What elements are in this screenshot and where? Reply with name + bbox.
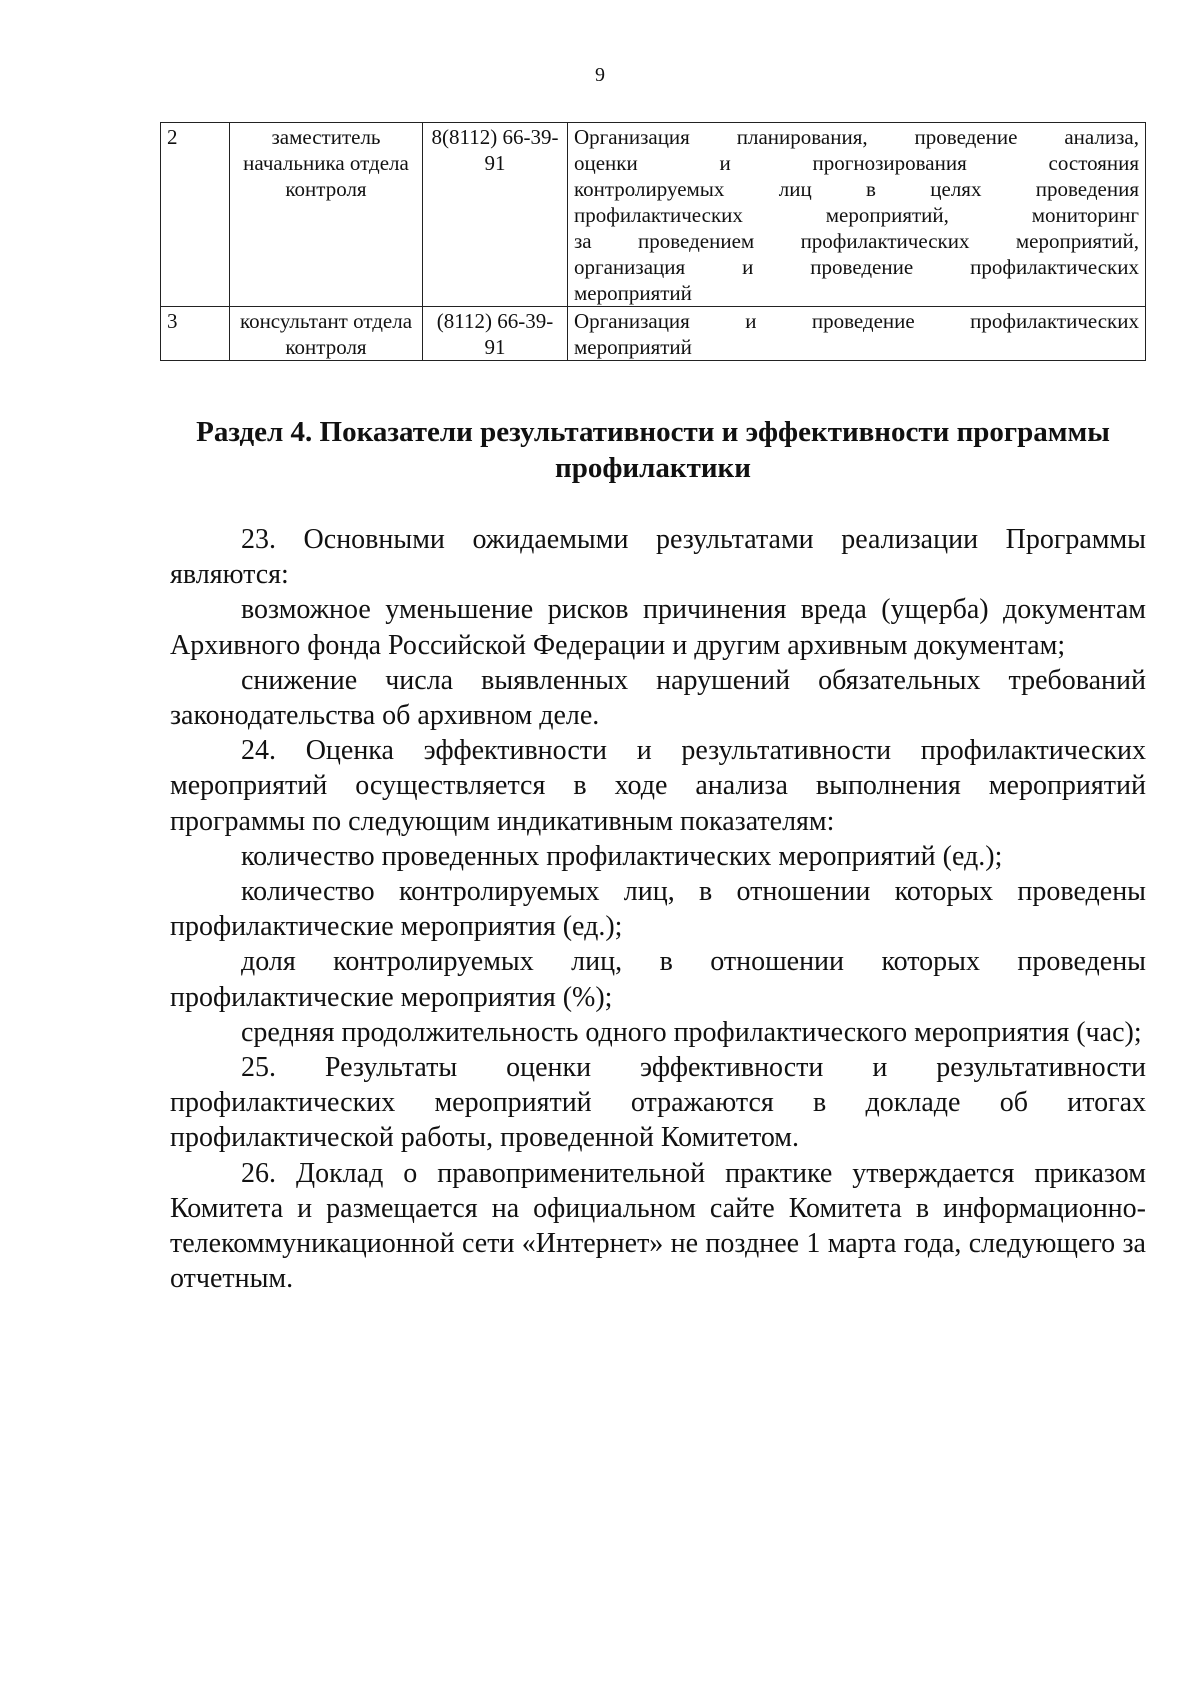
paragraph: доля контролируемых лиц, в отношении которых проведены профилактические мероприятия (%);	[170, 946, 1146, 1013]
section-title: Раздел 4. Показатели результативности и эффективности программы профилактики	[196, 416, 1110, 484]
paragraph: снижение числа выявленных нарушений обязательных требований законодательства об архивном деле.	[170, 664, 1146, 732]
duty-line: контролируемых лиц в целях проведения	[574, 177, 1139, 201]
duty-line: мероприятий	[574, 281, 692, 305]
position-cell: заместитель начальника отдела контроля	[230, 123, 423, 307]
staff-table	[160, 122, 1146, 361]
duty-line: за проведением профилактических мероприятий,	[574, 229, 1139, 253]
paragraph: 26. Доклад о правоприменительной практике утверждается приказом Комитета и размещается на официальном сайте Комитета в информационно-телекоммуникационной сети «Интернет» не позднее 1 марта года, следующего за отчетным.	[170, 1157, 1146, 1295]
duty-line: организация и проведение профилактических	[574, 255, 1139, 279]
paragraph: 24. Оценка эффективности и результативности профилактических мероприятий осуществляется в ходе анализа выполнения мероприятий программы по следующим индикативным показателям:	[170, 735, 1146, 837]
duty-line: оценки и прогнозирования состояния	[574, 151, 1139, 175]
paragraph: количество контролируемых лиц, в отношении которых проведены профилактические мероприятия (ед.);	[170, 876, 1146, 943]
position-cell: консультант отдела контроля	[230, 307, 423, 361]
row-number: 2	[161, 123, 230, 307]
paragraph: 25. Результаты оценки эффективности и результативности профилактических мероприятий отражаются в докладе об итогах профилактической работы, проведенной Комитетом.	[170, 1052, 1146, 1154]
duties-cell	[568, 307, 1146, 361]
paragraph: средняя продолжительность одного профилактического мероприятия (час);	[241, 1016, 1142, 1048]
phone-cell: 8(8112) 66-39-91	[423, 123, 568, 307]
duty-line: Организация и проведение профилактических	[574, 309, 1139, 333]
paragraph: количество проведенных профилактических мероприятий (ед.);	[241, 840, 1003, 872]
duty-line: профилактических мероприятий, мониторинг	[574, 203, 1139, 227]
paragraph: 23. Основными ожидаемыми результатами реализации Программы являются:	[170, 524, 1146, 591]
duties-cell	[568, 123, 1146, 307]
row-number: 3	[161, 307, 230, 361]
duty-line: мероприятий	[574, 335, 692, 359]
table-row	[161, 123, 1146, 307]
page-number: 9	[595, 64, 605, 86]
paragraph: возможное уменьшение рисков причинения вреда (ущерба) документам Архивного фонда Российской Федерации и другим архивным документам;	[170, 594, 1146, 661]
phone-cell: (8112) 66-39-91	[423, 307, 568, 361]
table-row	[161, 307, 1146, 361]
section-body	[170, 522, 1146, 1296]
duty-line: Организация планирования, проведение анализа,	[574, 125, 1139, 149]
